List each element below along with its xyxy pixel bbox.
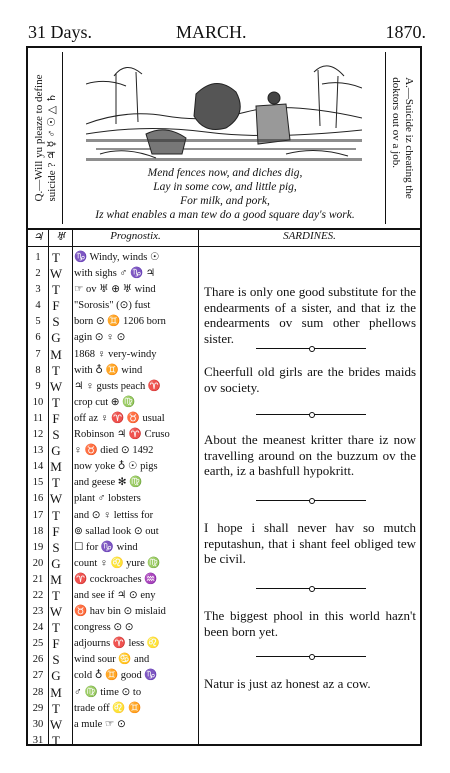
day-number: 29 bbox=[32, 702, 44, 714]
day-letter: M bbox=[50, 346, 62, 362]
illustration-panel bbox=[28, 48, 420, 230]
prognostix-text: with ♁ ♊ wind bbox=[74, 364, 143, 376]
day-number: 3 bbox=[35, 284, 41, 296]
day-row bbox=[28, 475, 198, 491]
day-letter: M bbox=[50, 459, 62, 475]
day-row bbox=[28, 572, 198, 588]
day-number: 14 bbox=[32, 461, 44, 473]
col-day-number-header: ♃ bbox=[28, 230, 48, 247]
day-row bbox=[28, 508, 198, 524]
day-number: 6 bbox=[35, 332, 41, 344]
day-number: 5 bbox=[35, 316, 41, 328]
day-letter: T bbox=[52, 732, 60, 748]
prognostix-text: ☐ for ♑ wind bbox=[74, 541, 138, 553]
answer-column bbox=[385, 52, 418, 224]
prognostix-text: ♈ cockroaches ♒ bbox=[74, 573, 158, 585]
day-letter: T bbox=[52, 362, 60, 378]
verse-line-1: Mend fences now, and diches dig, bbox=[147, 167, 303, 179]
day-number: 20 bbox=[32, 557, 44, 569]
day-row bbox=[28, 588, 198, 604]
day-letter: F bbox=[52, 298, 60, 314]
day-row bbox=[28, 411, 198, 427]
prognostix-text: 1868 ♀ very-windy bbox=[74, 348, 157, 360]
prognostix-text: ♀ ♉ died ⊙ 1492 bbox=[74, 445, 154, 457]
day-row bbox=[28, 298, 198, 314]
day-row bbox=[28, 524, 198, 540]
day-letter: W bbox=[49, 716, 63, 732]
day-letter: T bbox=[52, 250, 60, 265]
day-number: 25 bbox=[32, 638, 44, 650]
day-number: 17 bbox=[32, 509, 44, 521]
day-row bbox=[28, 250, 198, 266]
day-letter: S bbox=[52, 314, 60, 330]
day-row bbox=[28, 282, 198, 298]
prognostix-text: crop cut ⊕ ♍ bbox=[74, 396, 136, 408]
day-number: 2 bbox=[35, 268, 41, 280]
day-letter: T bbox=[52, 507, 60, 523]
day-letter: G bbox=[51, 668, 61, 684]
day-number: 9 bbox=[35, 380, 41, 392]
day-letter: W bbox=[49, 604, 63, 620]
prognostix-text: cold ♁ ♊ good ♑ bbox=[74, 670, 158, 682]
prognostix-text: off az ♀ ♈ ♉ usual bbox=[74, 412, 165, 424]
day-row bbox=[28, 685, 198, 701]
day-row bbox=[28, 604, 198, 620]
day-letter: T bbox=[52, 700, 60, 716]
separator bbox=[256, 588, 366, 589]
col-day-letter-header: ♅ bbox=[49, 230, 72, 247]
day-row bbox=[28, 491, 198, 507]
month-title: MARCH. bbox=[176, 22, 247, 42]
day-row bbox=[28, 620, 198, 636]
prognostix-text: "Sorosis" (⊙) fust bbox=[74, 300, 151, 312]
day-letter: T bbox=[52, 620, 60, 636]
day-row bbox=[28, 314, 198, 330]
answer-line-1: A.—Suicide iz cheating the bbox=[403, 77, 415, 199]
prognostix-text: born ⊙ ♊ 1206 born bbox=[74, 316, 166, 328]
day-letter: S bbox=[52, 652, 60, 668]
verse-line-2: Lay in some cow, and little pig, bbox=[153, 181, 297, 193]
verse bbox=[70, 166, 380, 222]
day-letter: W bbox=[49, 266, 63, 282]
day-letter: F bbox=[52, 636, 60, 652]
prognostix-text: ☞ ov ♅ ⊕ ♅ wind bbox=[74, 284, 156, 296]
prognostix-text: trade off ♌ ♊ bbox=[74, 702, 142, 714]
day-number: 24 bbox=[32, 622, 44, 634]
day-row bbox=[28, 668, 198, 684]
day-number: 19 bbox=[32, 541, 44, 553]
day-letter: S bbox=[52, 427, 60, 443]
prognostix-text: now yoke ♁ ☉ pigs bbox=[74, 461, 158, 473]
day-letter: T bbox=[52, 587, 60, 603]
day-letter: M bbox=[50, 571, 62, 587]
day-row bbox=[28, 443, 198, 459]
prognostix-text: plant ♂ lobsters bbox=[74, 493, 141, 505]
prognostix-text: ♉ hav bin ⊙ mislaid bbox=[74, 606, 166, 618]
day-row bbox=[28, 395, 198, 411]
day-number: 28 bbox=[32, 686, 44, 698]
prognostix-text: Robinson ♃ ♈ Cruso bbox=[74, 429, 170, 441]
prognostix-text: a mule ☞ ⊙ bbox=[74, 718, 126, 730]
day-letter: F bbox=[52, 410, 60, 426]
day-row bbox=[28, 636, 198, 652]
prognostix-text: ♑ Windy, winds ☉ bbox=[74, 252, 160, 263]
day-letter: M bbox=[50, 684, 62, 700]
farm-woodcut-illustration bbox=[86, 54, 362, 166]
separator bbox=[256, 656, 366, 657]
day-row bbox=[28, 347, 198, 363]
day-rows bbox=[28, 250, 198, 749]
day-letter: G bbox=[51, 443, 61, 459]
prognostix-text: and see if ♃ ⊙ eny bbox=[74, 589, 156, 601]
day-number: 11 bbox=[32, 412, 44, 424]
prognostix-text: and ⊙ ♀ lettiss for bbox=[74, 509, 154, 521]
day-letter: G bbox=[51, 555, 61, 571]
prognostix-text: wind sour ♋ and bbox=[74, 654, 150, 666]
day-letter: G bbox=[51, 330, 61, 346]
day-row bbox=[28, 733, 198, 749]
day-row bbox=[28, 556, 198, 572]
day-row bbox=[28, 330, 198, 346]
day-letter: T bbox=[52, 394, 60, 410]
day-letter: W bbox=[49, 378, 63, 394]
col-prognostix-header: Prognostix. bbox=[73, 230, 198, 247]
prognostix-text: agin ⊙ ♀ ⊙ bbox=[74, 332, 126, 344]
prognostix-text: adjourns ♈ less ♌ bbox=[74, 638, 160, 650]
day-row bbox=[28, 717, 198, 733]
separator bbox=[256, 348, 366, 349]
days-count: 31 Days. bbox=[28, 22, 92, 42]
question-line-2: suicide ? ♃ ☿ ♂ ☉ △ ♄ bbox=[46, 93, 58, 202]
sardine-6: Natur is just az honest az a cow. bbox=[204, 676, 371, 691]
day-number: 1 bbox=[35, 252, 41, 263]
calendar-table bbox=[28, 228, 420, 748]
page-header bbox=[28, 22, 426, 46]
col-sardines-header: SARDINES. bbox=[199, 230, 420, 247]
prognostix-text: and geese ✻ ♍ bbox=[74, 477, 143, 489]
prognostix-text: ♂ ♍ time ⊙ to bbox=[74, 686, 142, 698]
day-letter: F bbox=[52, 523, 60, 539]
day-number: 4 bbox=[35, 300, 41, 312]
day-letter: W bbox=[49, 491, 63, 507]
day-number: 8 bbox=[35, 364, 41, 376]
day-number: 30 bbox=[32, 718, 44, 730]
day-number: 7 bbox=[35, 348, 41, 360]
day-number: 31 bbox=[32, 734, 44, 746]
separator bbox=[256, 414, 366, 415]
question-line-1: Q.—Will yu pleaze to define bbox=[33, 74, 45, 202]
day-row bbox=[28, 652, 198, 668]
day-letter: T bbox=[52, 475, 60, 491]
day-row bbox=[28, 427, 198, 443]
sardine-5: The biggest phool in this world hazn't been born yet. bbox=[204, 608, 416, 639]
day-number: 16 bbox=[32, 493, 44, 505]
day-letter: S bbox=[52, 539, 60, 555]
sardine-1: Thare is only one good substitute for the endearments of a sister, and that iz the endearments ov sum other phellows sister. bbox=[204, 284, 416, 346]
day-number: 12 bbox=[32, 429, 44, 441]
separator bbox=[256, 500, 366, 501]
prognostix-text: congress ⊙ ⊙ bbox=[74, 622, 134, 634]
prognostix-text: with sighs ♂ ♑ ♃ bbox=[74, 268, 156, 280]
day-number: 22 bbox=[32, 589, 44, 601]
day-number: 23 bbox=[32, 606, 44, 618]
prognostix-text: ♃ ♀ gusts peach ♈ bbox=[74, 380, 161, 392]
sardine-4: I hope i shall never hav so mutch reputashun, that i shant feel obliged tew be civil. bbox=[204, 520, 416, 566]
verse-line-3: For milk, and pork, bbox=[180, 195, 270, 207]
sardine-2: Cheerfull old girls are the brides maids ov society. bbox=[204, 364, 416, 395]
day-row bbox=[28, 363, 198, 379]
almanac-frame bbox=[26, 46, 422, 746]
question-column bbox=[30, 52, 63, 224]
sardine-3: About the meanest kritter thare iz now travelling around on the buzzum ov the earth, iz a bashfull hypokritt. bbox=[204, 432, 416, 478]
day-number: 21 bbox=[32, 573, 44, 585]
day-number: 15 bbox=[32, 477, 44, 489]
day-row bbox=[28, 459, 198, 475]
year: 1870. bbox=[385, 22, 426, 42]
day-row bbox=[28, 701, 198, 717]
day-letter: T bbox=[52, 282, 60, 298]
day-row bbox=[28, 266, 198, 282]
day-row bbox=[28, 540, 198, 556]
verse-line-4: Iz what enables a man tew do a good square day's work. bbox=[95, 209, 355, 221]
prognostix-text: count ♀ ♌ yure ♍ bbox=[74, 557, 161, 569]
day-number: 10 bbox=[32, 396, 44, 408]
answer-line-2: doktors out ov a job. bbox=[390, 77, 402, 168]
day-number: 18 bbox=[32, 525, 44, 537]
day-row bbox=[28, 379, 198, 395]
day-number: 26 bbox=[32, 654, 44, 666]
day-number: 13 bbox=[32, 445, 44, 457]
day-number: 27 bbox=[32, 670, 44, 682]
prognostix-text: ⊚ sallad look ⊙ out bbox=[74, 525, 159, 537]
